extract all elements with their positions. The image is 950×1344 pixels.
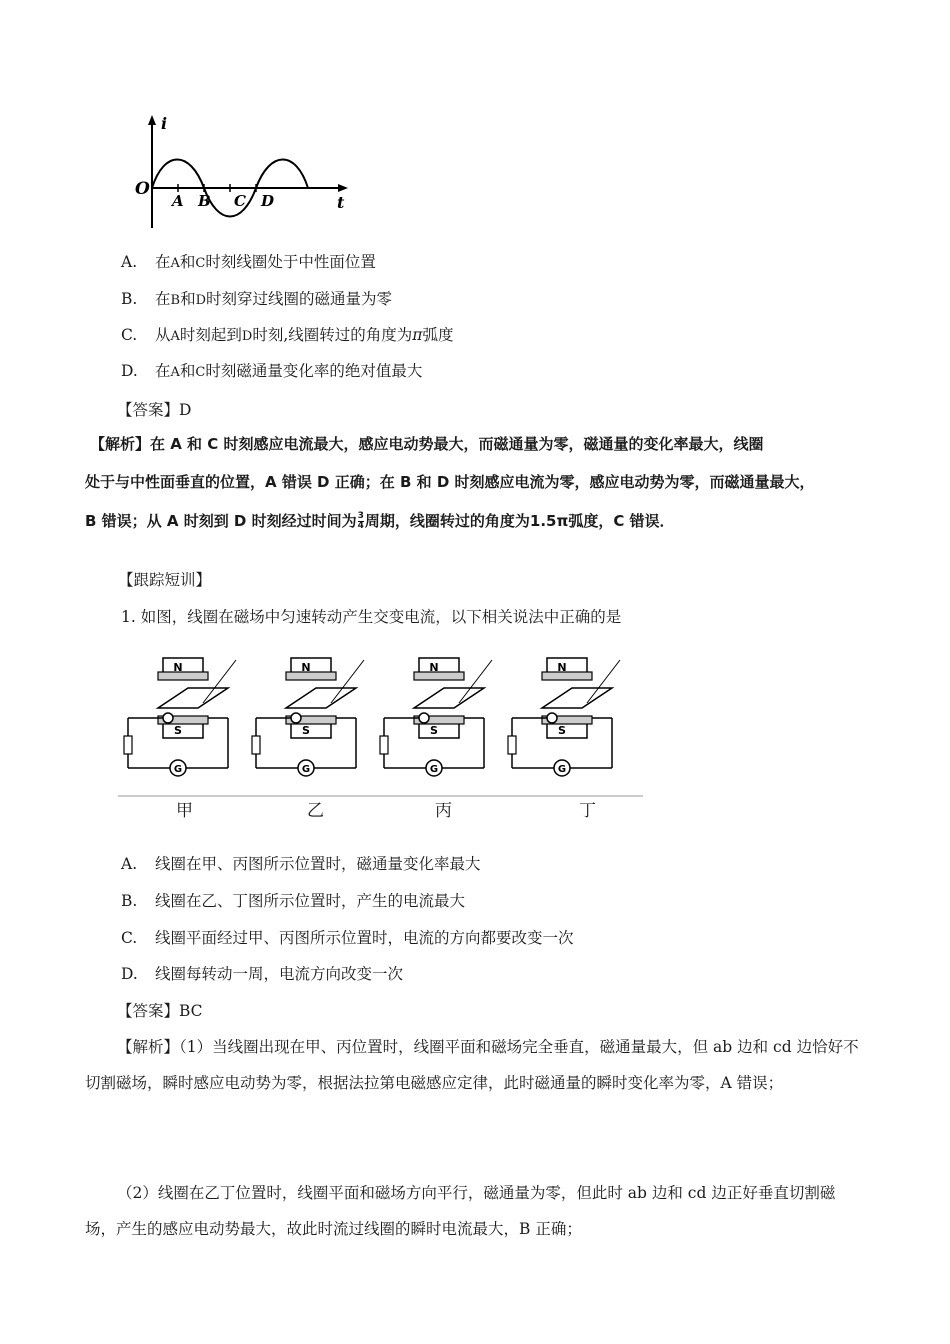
q2-analysis-para-2: （2）线圈在乙丁位置时，线圈平面和磁场方向平行，磁通量为零，但此时 ab 边和 cd 边正好垂直切割磁场，产生的感应电动势最大，故此时流过线圈的瞬时电流最大，B 正确； <box>85 1184 836 1238</box>
coil-panel-bing <box>380 658 492 776</box>
coil-panel-jia <box>124 658 236 776</box>
q2-answer: 【答案】BC <box>117 1002 203 1020</box>
q1-option-b: B. 在B和D时刻穿过线圈的磁通量为零 <box>121 290 393 308</box>
origin-label: O <box>135 179 150 199</box>
coil-diagrams-figure <box>118 648 648 816</box>
q2-stem: 1. 如图，线圈在磁场中匀速转动产生交变电流，以下相关说法中正确的是 <box>121 608 622 626</box>
q1-option-a: A. 在A和C时刻线圈处于中性面位置 <box>121 253 376 271</box>
q2-option-b: B. 线圈在乙、丁图所示位置时，产生的电流最大 <box>121 892 466 910</box>
q2-option-d: D. 线圈每转动一周，电流方向改变一次 <box>121 965 404 983</box>
t-axis-label: t <box>337 193 345 212</box>
current-waveform-figure <box>130 110 360 235</box>
caption-ding: 丁 <box>579 801 596 821</box>
caption-bing: 丙 <box>435 801 452 821</box>
q1-answer: 【答案】D <box>117 401 192 419</box>
q1-analysis-line-2: 处于与中性面垂直的位置，A 错误 D 正确；在 B 和 D 时刻感应电流为零，感应电动势为零，而磁通量最大， <box>85 473 815 491</box>
point-label-d: D <box>261 192 275 210</box>
caption-yi: 乙 <box>307 801 324 821</box>
q1-option-d: D. 在A和C时刻磁通量变化率的绝对值最大 <box>121 362 423 380</box>
q1-analysis-line-1: 【解析】在 A 和 C 时刻感应电流最大，感应电动势最大，而磁通量为零，磁通量的变化率最大，线圈 <box>90 435 764 453</box>
coil-panel-yi <box>252 658 364 776</box>
q2-analysis-para-1: 【解析】（1）当线圈出现在甲、丙位置时，线圈平面和磁场完全垂直，磁通量最大，但 ab 边和 cd 边恰好不切割磁场，瞬时感应电动势为零，根据法拉第电磁感应定律，此时磁通量的瞬时变化率为零，A 错误； <box>85 1038 859 1092</box>
t-axis-arrow <box>338 184 348 192</box>
caption-jia: 甲 <box>176 801 193 821</box>
svg-text:N: N <box>173 661 183 674</box>
q1-analysis-line-3: B 错误；从 A 时刻到 D 时刻经过时间为 $\frac{3}{4}$ 周期，线圈转过的角度为1.5π弧度，C 错误． <box>85 511 675 531</box>
i-axis-arrow <box>148 115 156 125</box>
q2-option-a: A. 线圈在甲、丙图所示位置时，磁通量变化率最大 <box>121 855 481 873</box>
coil-panel-ding <box>508 658 620 776</box>
q1-option-c: C. 从A时刻起到D时刻,线圈转过的角度为π弧度 <box>121 326 454 344</box>
fraction: $\frac{3}{4}$ <box>357 511 364 531</box>
svg-text:G: G <box>173 764 183 775</box>
i-axis-label: i <box>161 114 168 133</box>
point-label-b: B <box>198 192 211 210</box>
section-heading: 【跟踪短训】 <box>118 571 212 589</box>
q2-option-c: C. 线圈平面经过甲、丙图所示位置时，电流的方向都要改变一次 <box>121 929 574 947</box>
point-label-c: C <box>234 192 246 210</box>
point-label-a: A <box>172 192 184 210</box>
svg-text:S: S <box>174 724 182 737</box>
